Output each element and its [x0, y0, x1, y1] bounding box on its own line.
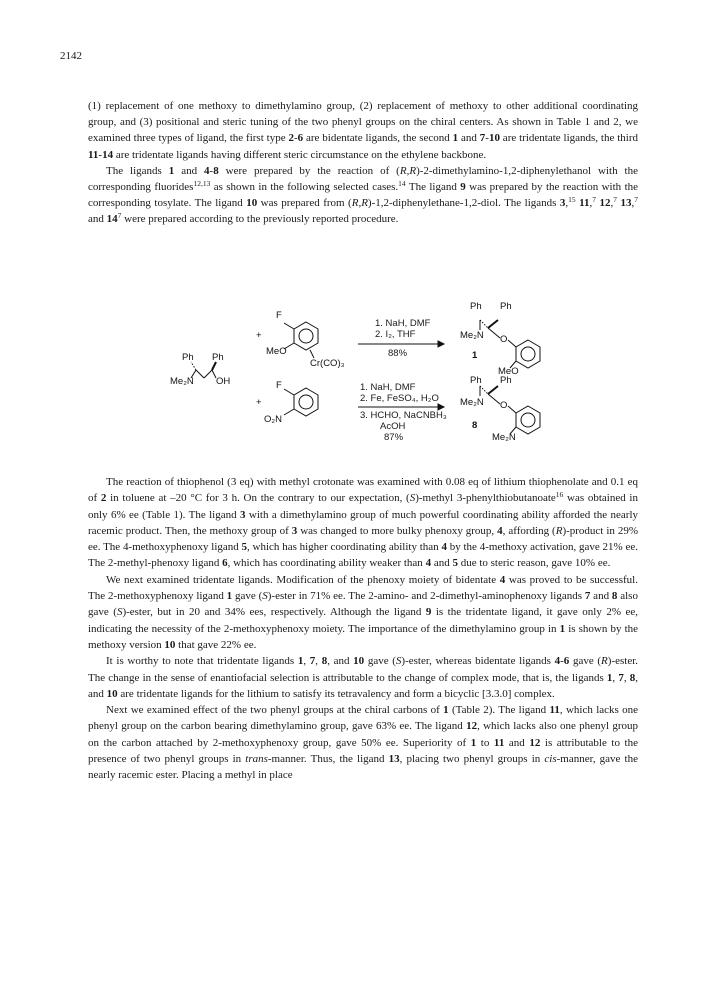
compound-1-label: 1	[472, 350, 478, 361]
scheme-drawing	[88, 300, 638, 450]
condition-2-step-4: AcOH	[380, 421, 406, 432]
crco3-label: Cr(CO)₃	[310, 358, 345, 369]
paragraph-4: We next examined tridentate ligands. Modification of the phenoxy moiety of bidentate 4 was proved to be successful. The 2-methoxyphenoxy ligand 1 gave (S)-ester in 71% ee. The 2-amino- and 2-dimethyl-aminophenoxy ligands 7 and 8 also gave (S)-ester, but in 20 and 34% ees, respectively. Although the ligand 9 is the tridentate ligand, it gave only 2% ee, indicating the necessity of the 2-methoxyphenoxy moiety. The importance of the dimethylamino group in 1 is shown by the methoxy version 10 that gave 22% ee.	[88, 573, 639, 651]
page-number: 2142	[60, 50, 82, 62]
meo-label: MeO	[266, 346, 287, 357]
condition-2-step-2: 2. Fe, FeSO₄, H₂O	[360, 393, 439, 404]
bond	[204, 370, 212, 378]
compound-8-label: 8	[472, 420, 478, 431]
meo-label: MeO	[498, 366, 519, 377]
ph-label: Ph	[500, 375, 512, 386]
nitroarene-ring	[284, 388, 318, 416]
ph-label: Ph	[500, 301, 512, 312]
text-block-top	[88, 98, 638, 228]
bond	[196, 370, 204, 378]
condition-2-step-1: 1. NaH, DMF	[360, 382, 416, 393]
ph-label: Ph	[182, 352, 194, 363]
text-block-bottom	[88, 474, 638, 784]
plus-sign: +	[256, 330, 262, 341]
product-8-structure	[480, 386, 540, 434]
bond	[212, 362, 216, 370]
me2n-label: Me₂N	[460, 330, 484, 341]
condition-2-step-3: 3. HCHO, NaCNBH₃	[360, 410, 447, 421]
paragraph-5: It is worthy to note that tridentate ligands 1, 7, 8, and 10 gave (S)-ester, whereas bidentate ligands 4-6 gave (R)-ester. The change in the sense of enantiofacial selection is attributable to the change of complex mode, that is, the ligands 1, 7, 8, and 10 are tridentate ligands for the lithium to satisfy its tetravalency and form a bicyclic [3.3.0] complex.	[88, 655, 639, 700]
yield-2: 87%	[384, 432, 404, 443]
me2n-label: Me₂N	[460, 397, 484, 408]
product-1-structure	[480, 320, 540, 368]
reaction-arrow-1-head	[438, 341, 444, 347]
condition-1-step-1: 1. NaH, DMF	[375, 318, 431, 329]
o2n-label: O₂N	[264, 414, 282, 425]
paragraph-6: Next we examined effect of the two phenyl groups at the chiral carbons of 1 (Table 2). The ligand 11, which lacks one phenyl group on the carbon bearing dimethylamino group, gave 63% ee. The ligand 12, which lacks also one phenyl group on the carbon attached by 2-methoxyphenoxy group, gave 50% ee. Superiority of 1 to 11 and 12 is attributable to the presence of two phenyl groups in trans-manner. Thus, the ligand 13, placing two phenyl groups in cis-manner, gave the nearly racemic ester. Placing a methyl in place	[88, 704, 638, 782]
fluoro-label: F	[276, 310, 282, 321]
plus-sign: +	[256, 397, 262, 408]
ph-label: Ph	[470, 375, 482, 386]
bond	[191, 362, 196, 370]
yield-1: 88%	[388, 348, 408, 359]
fluoro-label: F	[276, 380, 282, 391]
arene-cr-ring	[284, 322, 318, 358]
o-label: O	[500, 400, 508, 411]
reaction-scheme	[88, 300, 638, 450]
paragraph-1: (1) replacement of one methoxy to dimethylamino group, (2) replacement of methoxy to other additional coordinating group, and (3) positional and steric tuning of the two phenyl groups on the chiral centers. As shown in Table 1 and 2, we examined three types of ligand, the first type 2-6 are bidentate ligands, the second 1 and 7-10 are tridentate ligands, the third 11-14 are tridentate ligands having different steric circumstance on the ethylene backbone.	[88, 100, 639, 161]
condition-1-step-2: 2. I₂, THF	[375, 329, 416, 340]
o-label: O	[500, 334, 508, 345]
ph-label: Ph	[212, 352, 224, 363]
me2n-label: Me₂N	[170, 376, 194, 387]
me2n-label: Me₂N	[492, 432, 516, 443]
paragraph-3: The reaction of thiophenol (3 eq) with methyl crotonate was examined with 0.08 eq of lithium thiophenolate and 0.1 eq of 2 in toluene at –20 °C for 3 h. On the contrary to our expectation, (S)-methyl 3-phenylthiobutanoate$^{16}$ was obtained in only 6% ee (Table 1). The ligand 3 with a dimethylamino group of much powerful coordinating ability afforded the nearly racemic product. Then, the methoxy group of 3 was changed to more bulky phenoxy group, 4, affording (R)-product in 29% ee. The 4-methoxyphenoxy ligand 5, which has higher coordinating ability than 4 by the 4-methoxy activation, gave 21% ee. The 2-methyl-phenoxy ligand 6, which has coordinating ability weaker than 4 and 5 due to steric reason, gave 10% ee.	[88, 476, 639, 570]
ph-label: Ph	[470, 301, 482, 312]
paragraph-2: The ligands 1 and 4-8 were prepared by the reaction of (R,R)-2-dimethylamino-1,2-diphenylethanol with the corresponding fluorides$^{12,13}$ as shown in the following selected cases.$^{14}$ The ligand 9 was prepared by the reaction with the corresponding tosylate. The ligand 10 was prepared from (R,R)-1,2-diphenylethane-1,2-diol. The ligands 3,15 11,$^7$ 12,$^7$ 13,$^7$ and $14^7$ were prepared according to the previously reported procedure.	[88, 164, 639, 226]
oh-label: OH	[216, 376, 231, 387]
